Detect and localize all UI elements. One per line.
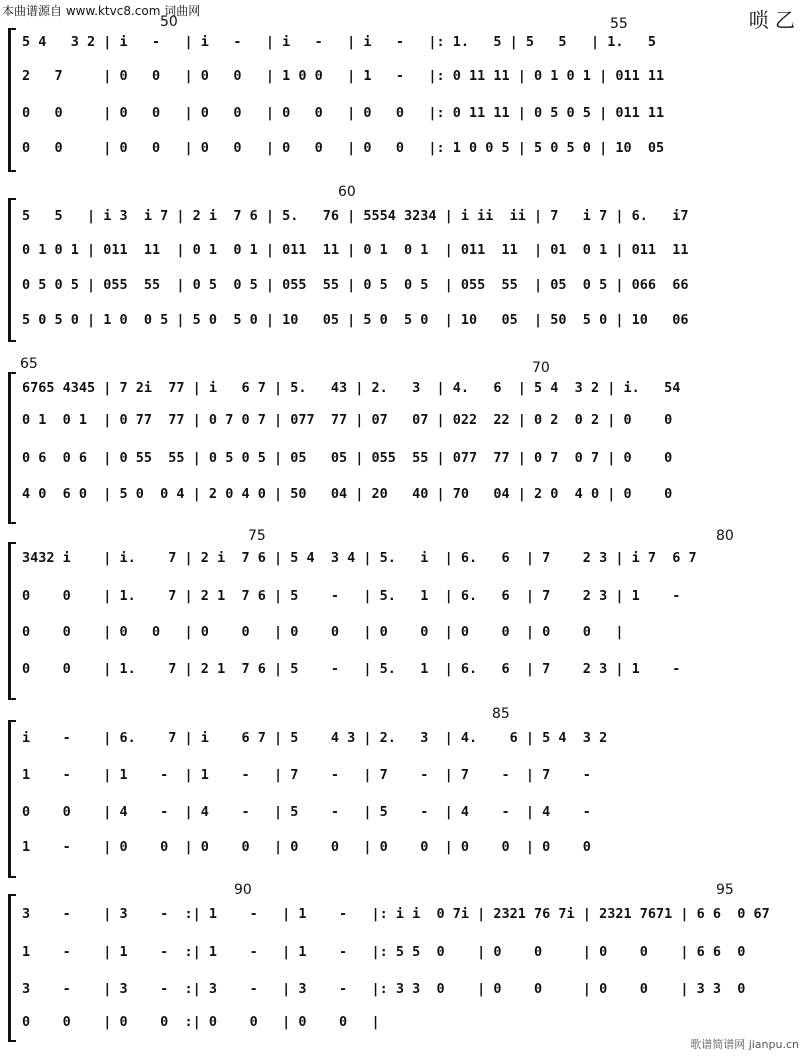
- part-title: 唢 乙: [748, 8, 795, 32]
- staff-row-4: 5 0 5 0 | 1 0 0 5 | 5 0 5 0 | 10 05 | 5 0 5 0 | 10 05 | 50 5 0 | 10 06: [22, 312, 697, 328]
- staff-row-4: 4 0 6 0 | 5 0 0 4 | 2 0 4 0 | 50 04 | 20 40 | 70 04 | 2 0 4 0 | 0 0: [22, 486, 689, 502]
- score-system-5: [8, 706, 800, 876]
- system-brace: [8, 28, 16, 172]
- staff-row-2: 1 - | 1 - | 1 - | 7 - | 7 - | 7 - | 7 -: [22, 767, 616, 783]
- staff-row-3: 0 0 | 0 0 | 0 0 | 0 0 | 0 0 |: 0 11 11 | 0 5 0 5 | 011 11: [22, 105, 681, 121]
- system-brace: [8, 198, 16, 342]
- system-brace: [8, 372, 16, 524]
- system-brace: [8, 542, 16, 700]
- staff-row-4: 0 0 | 0 0 :| 0 0 | 0 0 |: [22, 1014, 754, 1030]
- score-system-3: [8, 356, 800, 520]
- measure-number: 90: [234, 882, 252, 898]
- measure-number: 60: [338, 184, 356, 200]
- staff-row-2: 2 7 | 0 0 | 0 0 | 1 0 0 | 1 - |: 0 11 11 | 0 1 0 1 | 011 11: [22, 68, 681, 84]
- staff-row-1: 6765 4345 | 7 2i 77 | i 6 7 | 5. 43 | 2. 3 | 4. 6 | 5 4 3 2 | i. 54: [22, 380, 689, 396]
- staff-row-4: 1 - | 0 0 | 0 0 | 0 0 | 0 0 | 0 0 | 0 0: [22, 839, 616, 855]
- staff-row-3: 0 5 0 5 | 055 55 | 0 5 0 5 | 055 55 | 0 5 0 5 | 055 55 | 05 0 5 | 066 66: [22, 277, 697, 293]
- system-brace: [8, 720, 16, 878]
- staff-row-1: 5 4 3 2 | i - | i - | i - | i - |: 1. 5 | 5 5 | 1. 5: [22, 34, 673, 50]
- staff-row-3: 0 6 0 6 | 0 55 55 | 0 5 0 5 | 05 05 | 055 55 | 077 77 | 0 7 0 7 | 0 0: [22, 450, 689, 466]
- footer-watermark: 歌谱简谱网 jianpu.cn: [690, 1038, 799, 1051]
- measure-number: 85: [492, 706, 510, 722]
- staff-row-3: 0 0 | 0 0 | 0 0 | 0 0 | 0 0 | 0 0 | 0 0 |: [22, 624, 705, 640]
- staff-row-4: 0 0 | 1. 7 | 2 1 7 6 | 5 - | 5. 1 | 6. 6 | 7 2 3 | 1 -: [22, 661, 705, 677]
- score-system-2: [8, 184, 800, 340]
- measure-number: 50: [160, 14, 178, 30]
- staff-row-1: i - | 6. 7 | i 6 7 | 5 4 3 | 2. 3 | 4. 6 | 5 4 3 2: [22, 730, 616, 746]
- system-brace: [8, 894, 16, 1042]
- measure-number: 55: [610, 16, 628, 32]
- measure-number: 65: [20, 356, 38, 372]
- score-system-1: [8, 14, 800, 170]
- measure-number: 95: [716, 882, 734, 898]
- staff-row-1: 3432 i | i. 7 | 2 i 7 6 | 5 4 3 4 | 5. i | 6. 6 | 7 2 3 | i 7 6 7: [22, 550, 705, 566]
- staff-row-2: 1 - | 1 - :| 1 - | 1 - |: 5 5 0 | 0 0 | 0 0 | 6 6 0: [22, 944, 778, 960]
- staff-row-4: 0 0 | 0 0 | 0 0 | 0 0 | 0 0 |: 1 0 0 5 | 5 0 5 0 | 10 05: [22, 140, 681, 156]
- staff-row-2: 0 0 | 1. 7 | 2 1 7 6 | 5 - | 5. 1 | 6. 6 | 7 2 3 | 1 -: [22, 588, 705, 604]
- measure-number: 75: [248, 528, 266, 544]
- staff-row-2: 0 1 0 1 | 011 11 | 0 1 0 1 | 011 11 | 0 1 0 1 | 011 11 | 01 0 1 | 011 11: [22, 242, 697, 258]
- staff-row-1: 3 - | 3 - :| 1 - | 1 - |: i i 0 7i | 2321 76 7i | 2321 7671 | 6 6 0 67: [22, 906, 778, 922]
- score-system-4: [8, 528, 800, 698]
- measure-number: 80: [716, 528, 734, 544]
- header-source: 本曲谱源自 www.ktvc8.com 词曲网: [2, 4, 201, 18]
- measure-number: 70: [532, 360, 550, 376]
- score-system-6: [8, 880, 800, 1040]
- staff-row-2: 0 1 0 1 | 0 77 77 | 0 7 0 7 | 077 77 | 07 07 | 022 22 | 0 2 0 2 | 0 0: [22, 412, 689, 428]
- staff-row-3: 0 0 | 4 - | 4 - | 5 - | 5 - | 4 - | 4 -: [22, 804, 616, 820]
- staff-row-3: 3 - | 3 - :| 3 - | 3 - |: 3 3 0 | 0 0 | 0 0 | 3 3 0: [22, 981, 778, 997]
- staff-row-1: 5 5 | i 3 i 7 | 2 i 7 6 | 5. 76 | 5554 3234 | i ii ii | 7 i 7 | 6. i7: [22, 208, 697, 224]
